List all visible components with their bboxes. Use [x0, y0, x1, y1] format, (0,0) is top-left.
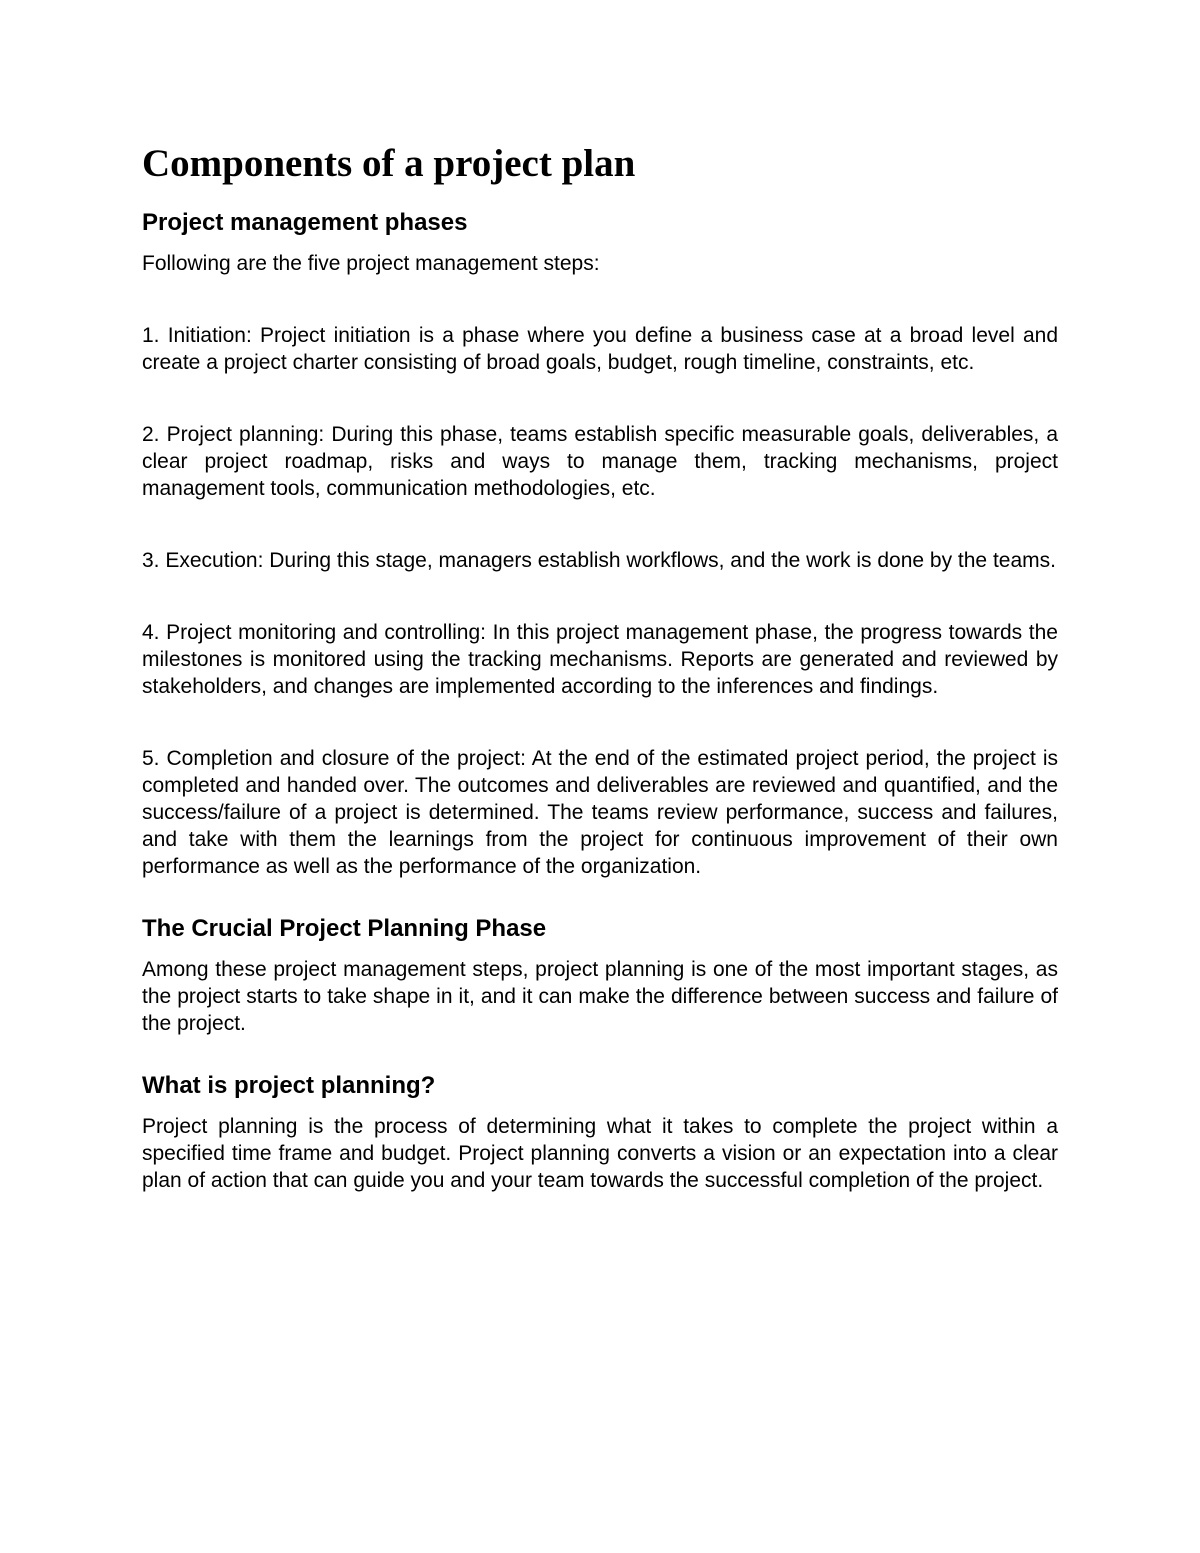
phase-step-closure: 5. Completion and closure of the project: At the end of the estimated project period, the project is completed and handed over. The outcomes and deliverables are reviewed and quantified, and the success/failure of a project is determined. The teams review performance, success and failures, and take with them the learnings from the project for continuous improvement of their own performance as well as the performance of the organization.: [142, 747, 1058, 878]
crucial-phase-body: Among these project management steps, project planning is one of the most important stages, as the project starts to take shape in it, and it can make the difference between success and failure of the project.: [142, 958, 1058, 1035]
phases-intro: Following are the five project management steps:: [142, 252, 600, 275]
section-heading-phases: Project management phases: [142, 209, 468, 236]
phase-step-planning: 2. Project planning: During this phase, teams establish specific measurable goals, deliverables, a clear project roadmap, risks and ways to manage them, tracking mechanisms, project management tools, communication methodologies, etc.: [142, 423, 1058, 500]
phase-step-monitoring: 4. Project monitoring and controlling: In this project management phase, the progress towards the milestones is monitored using the tracking mechanisms. Reports are generated and reviewed by stakeholders, and changes are implemented according to the inferences and findings.: [142, 621, 1058, 698]
document-page: [142, 140, 1058, 1194]
section-heading-what-is-planning: What is project planning?: [142, 1072, 436, 1099]
section-heading-crucial-phase: The Crucial Project Planning Phase: [142, 915, 547, 942]
phase-step-initiation: 1. Initiation: Project initiation is a phase where you define a business case at a broad level and create a project charter consisting of broad goals, budget, rough timeline, constraints, etc.: [142, 324, 1058, 374]
what-is-planning-body: Project planning is the process of determining what it takes to complete the project within a specified time frame and budget. Project planning converts a vision or an expectation into a clear plan of action that can guide you and your team towards the successful completion of the project.: [142, 1115, 1058, 1192]
phase-step-execution: 3. Execution: During this stage, managers establish workflows, and the work is done by the teams.: [142, 549, 1056, 572]
document-title: Components of a project plan: [142, 142, 636, 185]
